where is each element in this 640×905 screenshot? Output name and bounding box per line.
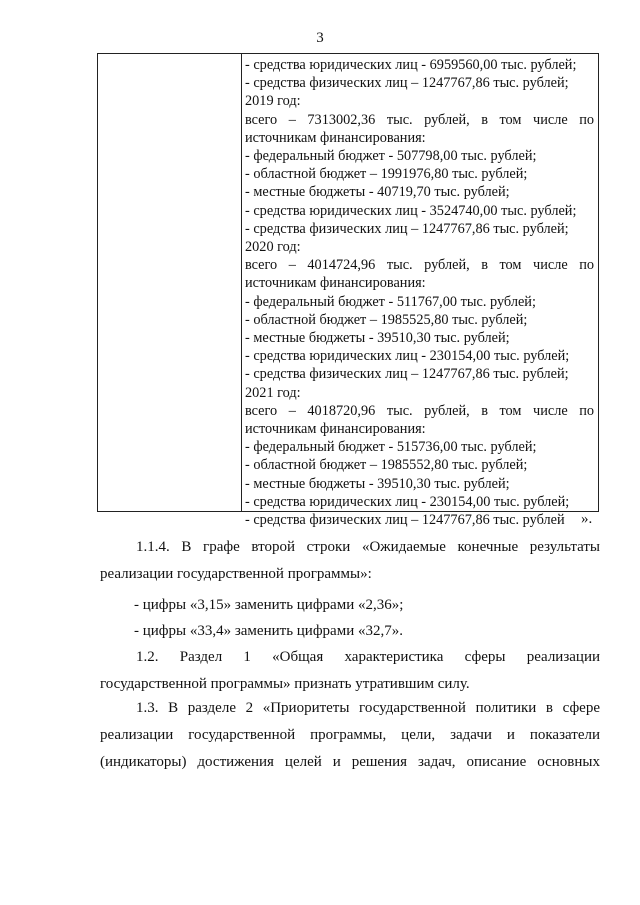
list-item: - цифры «33,4» заменить цифрами «32,7». [134,623,403,639]
table-line: - федеральный бюджет - 515736,00 тыс. рублей; [245,439,537,456]
table-line: источникам финансирования: [245,129,426,146]
table-column-divider [241,54,242,511]
table-line: - областной бюджет – 1985525,80 тыс. рублей; [245,311,528,328]
table-line: - местные бюджеты - 39510,30 тыс. рублей; [245,330,510,347]
table-line: - областной бюджет – 1985552,80 тыс. рублей; [245,457,528,474]
paragraph-line: (индикаторы) достижения целей и решения задач, описание основных [100,754,600,770]
table-line: - средства физических лиц – 1247767,86 тыс. рублей; [245,366,569,383]
replacement-item-2 [100,621,600,642]
table-line: 2021 год: [245,384,301,401]
table-line: - федеральный бюджет - 511767,00 тыс. рублей; [245,293,536,310]
replacement-item-1 [100,595,600,616]
page-number: 3 [316,30,324,46]
paragraph-1-2 [100,647,600,695]
table-line: всего – 4018720,96 тыс. рублей, в том числе по [245,402,594,419]
table-line: - местные бюджеты - 40719,70 тыс. рублей; [245,184,510,201]
table-line: - средства физических лиц – 1247767,86 тыс. рублей; [245,75,569,92]
table-line: - средства юридических лиц - 230154,00 тыс. рублей; [245,348,570,365]
table-line: - областной бюджет – 1991976,80 тыс. рублей; [245,166,528,183]
table-line: 2019 год: [245,93,301,110]
paragraph-line: 1.2. Раздел 1 «Общая характеристика сферы реализации [136,649,600,665]
table-line: - федеральный бюджет - 507798,00 тыс. рублей; [245,148,537,165]
table-line: - средства физических лиц – 1247767,86 тыс. рублей; [245,220,569,237]
financing-table [97,53,599,529]
paragraph-line: 1.1.4. В графе второй строки «Ожидаемые конечные результаты [136,539,600,555]
table-line: источникам финансирования: [245,275,426,292]
table-line: всего – 7313002,36 тыс. рублей, в том числе по [245,111,594,128]
table-line: - местные бюджеты - 39510,30 тыс. рублей; [245,475,510,492]
table-line: - средства физических лиц – 1247767,86 тыс. рублей [245,512,565,529]
paragraph-line: реализации государственной программы, цели, задачи и показатели [100,727,600,743]
table-line: 2020 год: [245,239,301,256]
table-line: - средства юридических лиц - 6959560,00 тыс. рублей; [245,57,577,73]
paragraph-line: 1.3. В разделе 2 «Приоритеты государственной политики в сфере [136,700,600,716]
paragraph-1-3 [100,698,600,773]
closing-quote: ». [581,511,593,527]
paragraph-1-1-4 [100,537,600,585]
paragraph-line: государственной программы» признать утратившим силу. [100,676,470,692]
paragraph-line: реализации государственной программы»: [100,566,372,582]
table-line: - средства юридических лиц - 230154,00 тыс. рублей; [245,493,570,510]
table-right-cell [245,56,594,529]
list-item: - цифры «3,15» заменить цифрами «2,36»; [134,597,404,613]
table-line: источникам финансирования: [245,421,426,438]
table-line: - средства юридических лиц - 3524740,00 тыс. рублей; [245,202,577,219]
table-line: всего – 4014724,96 тыс. рублей, в том числе по [245,257,594,274]
